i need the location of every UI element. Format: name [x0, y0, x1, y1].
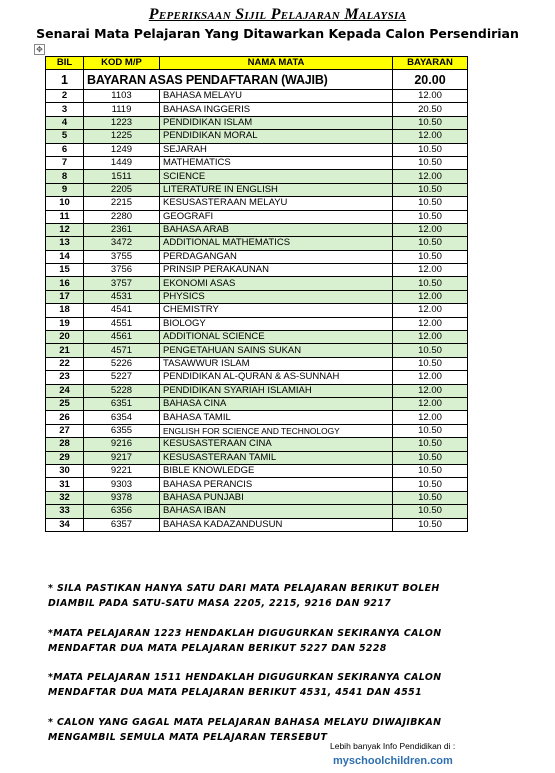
row-kod: 3755	[84, 250, 160, 263]
table-row-registration-fee	[46, 70, 468, 90]
table-row	[46, 183, 468, 196]
row-nama: LITERATURE IN ENGLISH	[160, 183, 393, 196]
row-bil: 25	[46, 397, 84, 410]
move-handle-icon[interactable]: ✥	[34, 44, 45, 55]
row-nama: BAHASA PERANCIS	[160, 478, 393, 491]
row-bayaran: 12.00	[393, 331, 468, 344]
row-bil: 28	[46, 438, 84, 451]
row-bayaran: 12.00	[393, 223, 468, 236]
row-kod: 9303	[84, 478, 160, 491]
row-kod: 2215	[84, 197, 160, 210]
row-bil: 5	[46, 130, 84, 143]
row-nama: BAHASA ARAB	[160, 223, 393, 236]
row-bayaran: 12.00	[393, 397, 468, 410]
row-nama: MATHEMATICS	[160, 156, 393, 169]
row-nama: ADDITIONAL MATHEMATICS	[160, 237, 393, 250]
row-bil: 11	[46, 210, 84, 223]
row-bayaran: 10.50	[393, 237, 468, 250]
row-nama: PRINSIP PERAKAUNAN	[160, 264, 393, 277]
table-row	[46, 411, 468, 424]
table-row	[46, 397, 468, 410]
footer-credit: Lebih banyak Info Pendidikan di :	[330, 741, 456, 751]
row-nama: BAHASA TAMIL	[160, 411, 393, 424]
table-row	[46, 317, 468, 330]
row-bayaran: 12.00	[393, 371, 468, 384]
row-bil: 27	[46, 424, 84, 437]
row-nama: BIBLE KNOWLEDGE	[160, 464, 393, 477]
note-line: MENDAFTAR DUA MATA PELAJARAN BERIKUT 4531, 4541 DAN 4551	[48, 687, 422, 698]
row-bil: 2	[46, 90, 84, 103]
row-nama: BAHASA CINA	[160, 397, 393, 410]
row-nama: ENGLISH FOR SCIENCE AND TECHNOLOGY	[160, 424, 393, 437]
row-kod: 4531	[84, 290, 160, 303]
row-bil: 30	[46, 464, 84, 477]
column-header-bil: BIL	[46, 57, 84, 70]
row-bayaran: 12.00	[393, 264, 468, 277]
table-row	[46, 290, 468, 303]
row-kod: 4571	[84, 344, 160, 357]
row-nama: PENDIDIKAN SYARIAH ISLAMIAH	[160, 384, 393, 397]
note-line: MENDAFTAR DUA MATA PELAJARAN BERIKUT 5227 DAN 5228	[48, 643, 387, 654]
row-bayaran: 12.00	[393, 304, 468, 317]
table-row	[46, 264, 468, 277]
table-row	[46, 156, 468, 169]
row-kod: 1223	[84, 116, 160, 129]
note-line: * SILA PASTIKAN HANYA SATU DARI MATA PELAJARAN BERIKUT BOLEH	[48, 583, 440, 594]
row-kod: 5228	[84, 384, 160, 397]
row-kod: 6355	[84, 424, 160, 437]
row-kod: 1119	[84, 103, 160, 116]
row-bayaran: 10.50	[393, 518, 468, 531]
row-bil: 26	[46, 411, 84, 424]
column-header-kod: KOD M/P	[84, 57, 160, 70]
row-nama: KESUSASTERAAN CINA	[160, 438, 393, 451]
row-kod: 9221	[84, 464, 160, 477]
row-nama: PENDIDIKAN AL-QURAN & AS-SUNNAH	[160, 371, 393, 384]
row-nama: TASAWWUR ISLAM	[160, 357, 393, 370]
row-bayaran: 10.50	[393, 505, 468, 518]
row-bil: 17	[46, 290, 84, 303]
subject-table	[45, 56, 468, 532]
table-row	[46, 505, 468, 518]
row-kod: 6356	[84, 505, 160, 518]
row-kod: 4561	[84, 331, 160, 344]
row-nama: PENDIDIKAN ISLAM	[160, 116, 393, 129]
row-nama: SEJARAH	[160, 143, 393, 156]
row-bil: 32	[46, 491, 84, 504]
row-nama: BAHASA IBAN	[160, 505, 393, 518]
table-row	[46, 331, 468, 344]
row-kod: 1249	[84, 143, 160, 156]
row-bayaran: 20.00	[393, 70, 468, 90]
table-row	[46, 491, 468, 504]
row-bayaran: 12.00	[393, 384, 468, 397]
row-nama: PHYSICS	[160, 290, 393, 303]
row-kod: 2280	[84, 210, 160, 223]
row-kod: 5226	[84, 357, 160, 370]
row-bil: 6	[46, 143, 84, 156]
table-row	[46, 90, 468, 103]
row-kod: 4551	[84, 317, 160, 330]
row-bayaran: 12.00	[393, 290, 468, 303]
table-row	[46, 250, 468, 263]
row-nama: BAYARAN ASAS PENDAFTARAN (WAJIB)	[84, 70, 393, 90]
row-bil: 9	[46, 183, 84, 196]
row-bil: 23	[46, 371, 84, 384]
note	[48, 670, 518, 700]
table-row	[46, 223, 468, 236]
note	[48, 626, 518, 656]
table-row	[46, 464, 468, 477]
table-row	[46, 518, 468, 531]
row-bayaran: 10.50	[393, 491, 468, 504]
row-kod: 3472	[84, 237, 160, 250]
note-line: *MATA PELAJARAN 1511 HENDAKLAH DIGUGURKAN SEKIRANYA CALON	[48, 672, 442, 683]
row-nama: PENGETAHUAN SAINS SUKAN	[160, 344, 393, 357]
column-header-nama: NAMA MATA	[160, 57, 393, 70]
row-kod: 9217	[84, 451, 160, 464]
row-bil: 33	[46, 505, 84, 518]
row-nama: CHEMISTRY	[160, 304, 393, 317]
row-kod: 2205	[84, 183, 160, 196]
row-bayaran: 12.00	[393, 317, 468, 330]
row-nama: BAHASA MELAYU	[160, 90, 393, 103]
column-header-bayaran: BAYARAN	[393, 57, 468, 70]
row-nama: EKONOMI ASAS	[160, 277, 393, 290]
row-bil: 20	[46, 331, 84, 344]
row-bil: 8	[46, 170, 84, 183]
row-bayaran: 10.50	[393, 197, 468, 210]
row-bayaran: 12.00	[393, 130, 468, 143]
row-kod: 1103	[84, 90, 160, 103]
row-nama: BAHASA KADAZANDUSUN	[160, 518, 393, 531]
table-row	[46, 237, 468, 250]
row-kod: 6351	[84, 397, 160, 410]
row-kod: 6354	[84, 411, 160, 424]
note	[48, 581, 518, 611]
row-bil: 29	[46, 451, 84, 464]
row-bayaran: 10.50	[393, 344, 468, 357]
table-row	[46, 478, 468, 491]
row-bayaran: 10.50	[393, 116, 468, 129]
table-row	[46, 371, 468, 384]
row-bayaran: 10.50	[393, 424, 468, 437]
row-nama: PERDAGANGAN	[160, 250, 393, 263]
row-bil: 4	[46, 116, 84, 129]
row-nama: KESUSASTERAAN TAMIL	[160, 451, 393, 464]
row-bil: 24	[46, 384, 84, 397]
table-row	[46, 103, 468, 116]
row-kod: 1225	[84, 130, 160, 143]
row-bil: 16	[46, 277, 84, 290]
row-kod: 3756	[84, 264, 160, 277]
row-kod: 9378	[84, 491, 160, 504]
row-bayaran: 10.50	[393, 478, 468, 491]
row-kod: 6357	[84, 518, 160, 531]
row-bayaran: 10.50	[393, 143, 468, 156]
row-nama: SCIENCE	[160, 170, 393, 183]
table-row	[46, 116, 468, 129]
row-nama: GEOGRAFI	[160, 210, 393, 223]
row-nama: BAHASA INGGERIS	[160, 103, 393, 116]
row-bayaran: 12.00	[393, 411, 468, 424]
row-bil: 18	[46, 304, 84, 317]
row-kod: 9216	[84, 438, 160, 451]
table-row	[46, 210, 468, 223]
table-row	[46, 344, 468, 357]
table-row	[46, 424, 468, 437]
table-row	[46, 304, 468, 317]
row-bil: 3	[46, 103, 84, 116]
table-row	[46, 277, 468, 290]
table-row	[46, 384, 468, 397]
row-kod: 5227	[84, 371, 160, 384]
note-line: MENGAMBIL SEMULA MATA PELAJARAN TERSEBUT	[48, 732, 328, 743]
row-kod: 3757	[84, 277, 160, 290]
row-kod: 1449	[84, 156, 160, 169]
row-kod: 2361	[84, 223, 160, 236]
row-bayaran: 10.50	[393, 250, 468, 263]
row-kod: 4541	[84, 304, 160, 317]
table-header-row	[46, 57, 468, 70]
footer-site-link[interactable]: myschoolchildren.com	[333, 755, 453, 767]
note-line: * CALON YANG GAGAL MATA PELAJARAN BAHASA MELAYU DIWAJIBKAN	[48, 717, 442, 728]
table-row	[46, 357, 468, 370]
note-line: *MATA PELAJARAN 1223 HENDAKLAH DIGUGURKAN SEKIRANYA CALON	[48, 628, 442, 639]
row-nama: ADDITIONAL SCIENCE	[160, 331, 393, 344]
row-bil: 13	[46, 237, 84, 250]
row-bil: 14	[46, 250, 84, 263]
table-row	[46, 197, 468, 210]
row-bayaran: 12.00	[393, 90, 468, 103]
table-row	[46, 130, 468, 143]
row-bil: 1	[46, 70, 84, 90]
row-bil: 7	[46, 156, 84, 169]
row-bayaran: 20.50	[393, 103, 468, 116]
note-line: DIAMBIL PADA SATU-SATU MASA 2205, 2215, 9216 DAN 9217	[48, 598, 392, 609]
document-subtitle: Senarai Mata Pelajaran Yang Ditawarkan Kepada Calon Persendirian	[36, 26, 519, 41]
row-bil: 31	[46, 478, 84, 491]
row-bayaran: 10.50	[393, 357, 468, 370]
row-bayaran: 10.50	[393, 438, 468, 451]
row-kod: 1511	[84, 170, 160, 183]
row-bil: 10	[46, 197, 84, 210]
row-bil: 12	[46, 223, 84, 236]
row-bayaran: 10.50	[393, 277, 468, 290]
row-bil: 15	[46, 264, 84, 277]
row-bil: 34	[46, 518, 84, 531]
row-nama: PENDIDIKAN MORAL	[160, 130, 393, 143]
row-nama: BAHASA PUNJABI	[160, 491, 393, 504]
row-bil: 19	[46, 317, 84, 330]
table-row	[46, 170, 468, 183]
row-bayaran: 10.50	[393, 464, 468, 477]
row-nama: KESUSASTERAAN MELAYU	[160, 197, 393, 210]
row-bayaran: 12.00	[393, 170, 468, 183]
row-bil: 21	[46, 344, 84, 357]
row-bayaran: 10.50	[393, 451, 468, 464]
table-row	[46, 438, 468, 451]
row-nama: BIOLOGY	[160, 317, 393, 330]
table-row	[46, 143, 468, 156]
row-bayaran: 10.50	[393, 156, 468, 169]
row-bayaran: 10.50	[393, 210, 468, 223]
row-bayaran: 10.50	[393, 183, 468, 196]
row-bil: 22	[46, 357, 84, 370]
table-row	[46, 451, 468, 464]
document-title: Peperiksaan Sijil Pelajaran Malaysia	[148, 6, 407, 23]
